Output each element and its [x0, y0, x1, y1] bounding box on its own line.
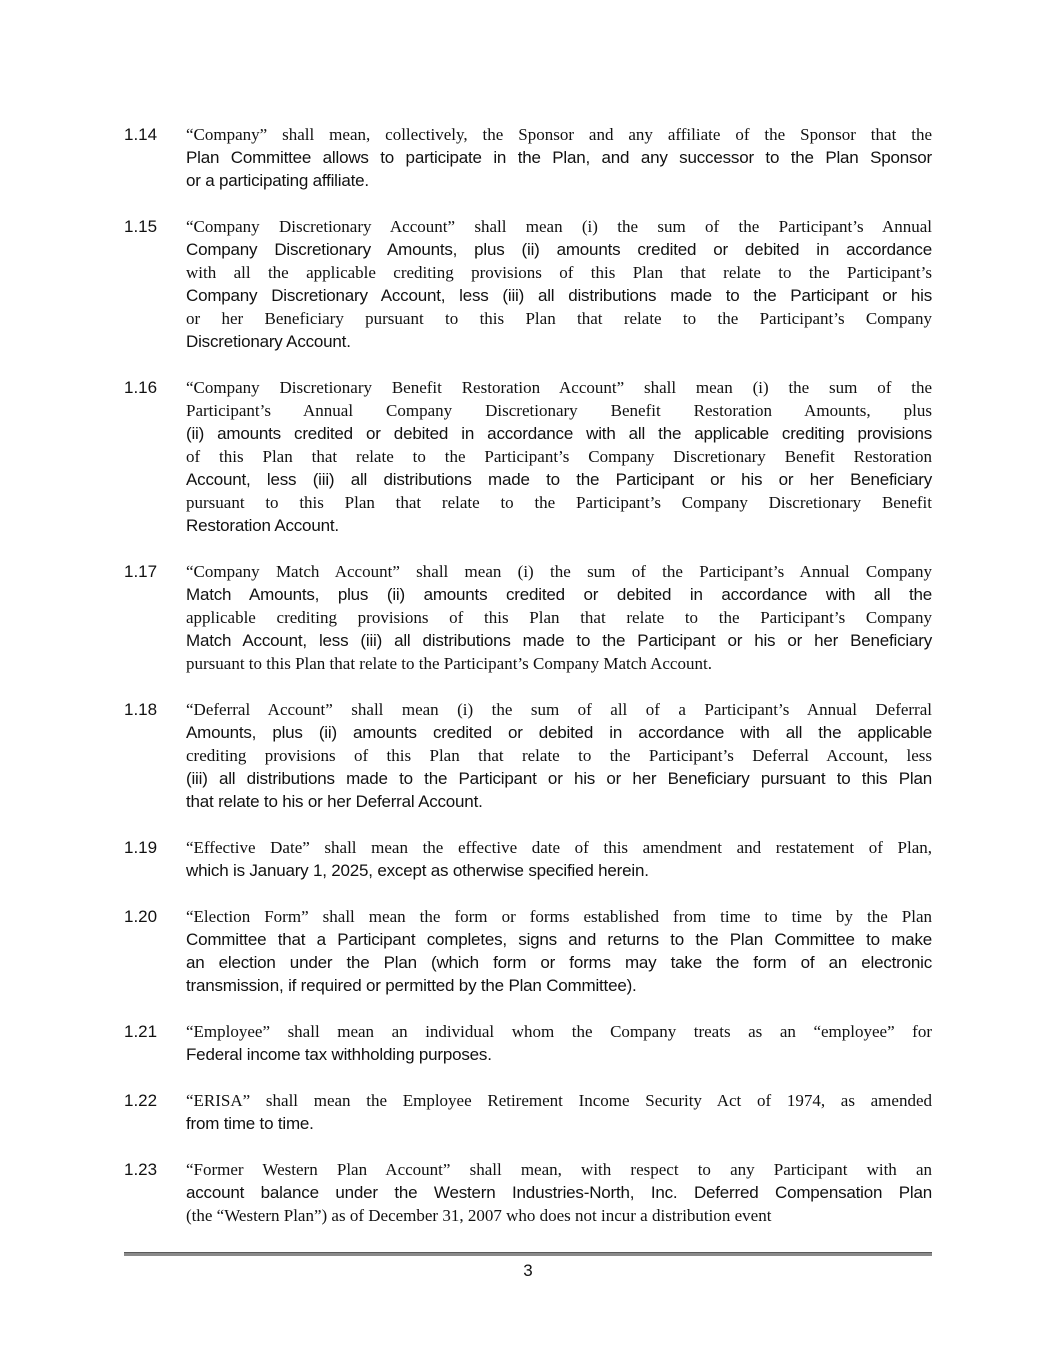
section-number: 1.20: [124, 907, 158, 926]
text-line: “Election Form” shall mean the form or forms established from time to time by the Plan: [186, 907, 932, 926]
definition-item: [124, 215, 932, 353]
text-line: “Company Discretionary Benefit Restoration Account” shall mean (i) the sum of the: [186, 378, 932, 397]
section-number: 1.23: [124, 1160, 158, 1179]
definition-item: [124, 1158, 932, 1227]
definition-item: [124, 698, 932, 813]
text-line: Company Discretionary Amounts, plus (ii) amounts credited or debited in accordance: [186, 240, 932, 259]
text-line: “Deferral Account” shall mean (i) the sum of all of a Participant’s Annual Deferral: [186, 700, 932, 719]
text-line: or her Beneficiary pursuant to this Plan that relate to the Participant’s Company: [186, 309, 932, 328]
text-line: “Effective Date” shall mean the effective date of this amendment and restatement of Plan,: [186, 838, 932, 857]
text-line: (iii) all distributions made to the Participant or his or her Beneficiary pursuant to this Plan: [186, 769, 932, 788]
text-line: Match Amounts, plus (ii) amounts credited or debited in accordance with all the: [186, 585, 932, 604]
text-line: pursuant to this Plan that relate to the Participant’s Company Match Account.: [186, 654, 712, 673]
section-number: 1.22: [124, 1091, 158, 1110]
text-line: crediting provisions of this Plan that relate to the Participant’s Deferral Account, less: [186, 746, 932, 765]
section-number: 1.21: [124, 1022, 158, 1041]
definition-item: [124, 905, 932, 997]
section-number: 1.18: [124, 700, 158, 719]
section-text: [186, 560, 932, 675]
text-line: or a participating affiliate.: [186, 171, 369, 190]
section-text: [186, 836, 932, 882]
text-line: “Company” shall mean, collectively, the Sponsor and any affiliate of the Sponsor that the: [186, 125, 932, 144]
section-number: 1.19: [124, 838, 158, 857]
section-text: [186, 1020, 932, 1066]
page-number: 3: [523, 1261, 533, 1280]
section-text: [186, 215, 932, 353]
definition-item: [124, 560, 932, 675]
text-line: Participant’s Annual Company Discretionary Benefit Restoration Amounts, plus: [186, 401, 932, 420]
text-line: from time to time.: [186, 1114, 314, 1133]
text-line: Committee that a Participant completes, signs and returns to the Plan Committee to make: [186, 930, 932, 949]
text-line: “ERISA” shall mean the Employee Retirement Income Security Act of 1974, as amended: [186, 1091, 932, 1110]
text-line: Discretionary Account.: [186, 332, 351, 351]
definition-item: [124, 376, 932, 537]
section-number: 1.15: [124, 217, 158, 236]
text-line: “Employee” shall mean an individual whom the Company treats as an “employee” for: [186, 1022, 932, 1041]
definition-item: [124, 1020, 932, 1066]
footer-divider: [124, 1252, 932, 1256]
text-line: Match Account, less (iii) all distributions made to the Participant or his or her Beneficiary: [186, 631, 932, 650]
text-line: transmission, if required or permitted by the Plan Committee).: [186, 976, 637, 995]
text-line: an election under the Plan (which form or forms may take the form of an electronic: [186, 953, 932, 972]
definitions-list: [124, 123, 932, 1250]
text-line: Amounts, plus (ii) amounts credited or debited in accordance with all the applicable: [186, 723, 932, 742]
text-line: (ii) amounts credited or debited in accordance with all the applicable crediting provisions: [186, 424, 932, 443]
section-number: 1.17: [124, 562, 158, 581]
definition-item: [124, 123, 932, 192]
text-line: account balance under the Western Industries-North, Inc. Deferred Compensation Plan: [186, 1183, 932, 1202]
text-line: that relate to his or her Deferral Account.: [186, 792, 483, 811]
page-footer: [124, 1252, 932, 1282]
section-number: 1.16: [124, 378, 158, 397]
definition-item: [124, 836, 932, 882]
text-line: with all the applicable crediting provisions of this Plan that relate to the Participant’s: [186, 263, 932, 282]
text-line: pursuant to this Plan that relate to the Participant’s Company Discretionary Benefit: [186, 493, 932, 512]
text-line: (the “Western Plan”) as of December 31, 2007 who does not incur a distribution event: [186, 1206, 772, 1225]
text-line: “Company Discretionary Account” shall mean (i) the sum of the Participant’s Annual: [186, 217, 932, 236]
section-text: [186, 905, 932, 997]
section-text: [186, 1089, 932, 1135]
section-text: [186, 698, 932, 813]
text-line: Restoration Account.: [186, 516, 339, 535]
section-number: 1.14: [124, 125, 158, 144]
text-line: “Former Western Plan Account” shall mean, with respect to any Participant with an: [186, 1160, 932, 1179]
text-line: applicable crediting provisions of this Plan that relate to the Participant’s Company: [186, 608, 932, 627]
text-line: of this Plan that relate to the Participant’s Company Discretionary Benefit Restoration: [186, 447, 932, 466]
section-text: [186, 1158, 932, 1227]
text-line: Account, less (iii) all distributions made to the Participant or his or her Beneficiary: [186, 470, 932, 489]
text-line: Plan Committee allows to participate in the Plan, and any successor to the Plan Sponsor: [186, 148, 932, 167]
text-line: Federal income tax withholding purposes.: [186, 1045, 492, 1064]
section-text: [186, 123, 932, 192]
text-line: Company Discretionary Account, less (iii) all distributions made to the Participant or his: [186, 286, 932, 305]
text-line: which is January 1, 2025, except as otherwise specified herein.: [186, 861, 649, 880]
text-line: “Company Match Account” shall mean (i) the sum of the Participant’s Annual Company: [186, 562, 932, 581]
definition-item: [124, 1089, 932, 1135]
section-text: [186, 376, 932, 537]
